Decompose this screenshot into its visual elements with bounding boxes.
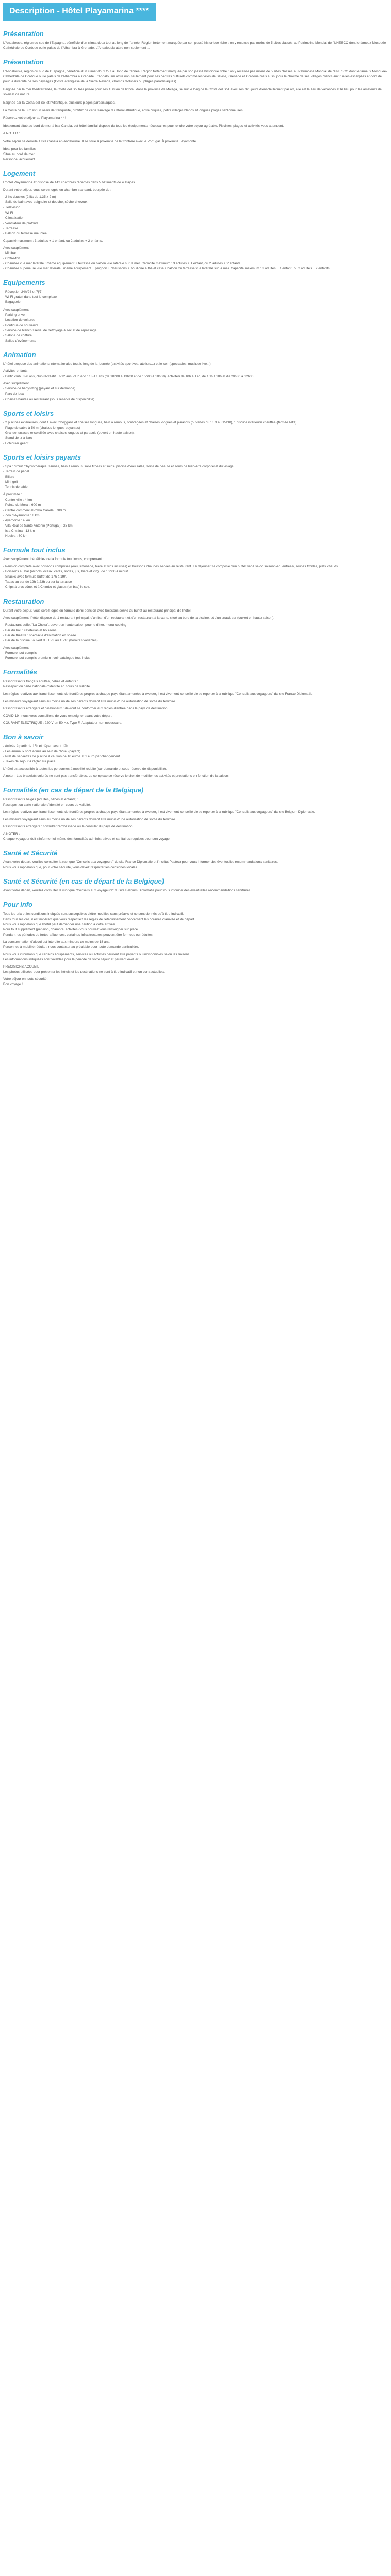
text-line: Avec supplément :	[3, 308, 31, 312]
text-line: - Salles d'événements	[3, 338, 36, 343]
description-banner: Description - Hôtel Playamarina ****	[3, 3, 156, 21]
paragraph: L'Andalousie, région du sud de l'Espagne, bénéficie d'un climat doux tout au long de l'année. Région fortement marquée par son passé historique riche : on y recense pas moins de 5 sites classés au Patrimoine Mondial de l'UNESCO dont le fameux Mosquée-Cathédrale de Cordoue ou le palais de l'Alhambra à Grenade. L'Andalousie attire non seulement ...	[3, 41, 387, 50]
text-line: A NOTER :	[3, 832, 20, 836]
formule-section	[3, 545, 388, 590]
sante-belgique-section	[3, 876, 388, 893]
text-line: - Restaurant buffet "La Choza", ouvert en haute saison pour le dîner, menu cooking	[3, 623, 127, 627]
text-line: - Les animaux sont admis au sein de l'hôtel (payant).	[3, 750, 82, 754]
sante-section	[3, 848, 388, 870]
pour-info-section	[3, 900, 388, 987]
text-line: - Terrain de padel	[3, 470, 29, 474]
paragraph: Baignée par la mer Méditerranée, la Costa del Sol très prisée pour ses 150 km de littoral, dans la province de Malaga, se suit le long de la Costa del Sol. Avec ses 325 jours d'ensoleillement par an, elle est le lieu de vacances et le lieu pour les amateurs de soleil et de nature.	[3, 88, 382, 97]
text-line: - Chambre supérieure vue mer latérale : même équipement + peignoir + chaussons + bouilloire à thé et café + balcon ou terrasse vue latérale sur la mer. Capacité maximum : 3 adultes + 1 enfant, ou 2 adultes + 2 enfants.	[3, 267, 331, 271]
text-line: Bon voyage !	[3, 982, 23, 987]
text-line: Ressortissants étrangers : consulter l'ambassade ou le consulat du pays de destination.	[3, 824, 134, 828]
text-line: - Centre commercial d'Isla Canela : 700 m	[3, 508, 66, 512]
text-line: - Vila Real de Santo Antonio (Portugal) : 23 km	[3, 523, 73, 528]
text-line: Capacité maximum : 3 adultes + 1 enfant, ou 2 adultes + 2 enfants.	[3, 239, 103, 243]
text-line: - Echiquier géant	[3, 441, 29, 445]
text-line: - Formule tout compris	[3, 651, 37, 655]
text-line: - 2 lits doubles (2 lits de 1.35 x 2 m)	[3, 195, 56, 199]
section-title: Santé et Sécurité	[3, 849, 58, 857]
text-line: - Minibar	[3, 251, 17, 255]
text-line: - Plage de sable à 50 m (chaises longues payantes)	[3, 426, 80, 430]
paragraph: Baignée par la Costa del Sol et l'Atlantique, plusieurs plages paradisiaques...	[3, 100, 118, 105]
section-title: Logement	[3, 170, 36, 178]
highlight-line: Idéal pour les familles	[3, 147, 36, 151]
text-line: Chaque voyageur doit s'informer lui-même des formalités administratives et sanitaires requises pour son voyage.	[3, 837, 171, 841]
text-line: Avec supplément, l'hôtel dispose de 1 restaurant principal, d'un bar, d'un restaurant et d'un restaurant à la carte, situé au bord de la piscine, et d'un snack-bar (ouvert en haute saison).	[3, 616, 275, 620]
text-line: - 2 piscines extérieures, dont 1 avec toboggans et chaises longues, bain à remous, ombragées et chaises longues et parasols (ouvertes du 15.3 au 15/10), 1 piscine intérieure chauffée (fermée l'été).	[3, 420, 298, 425]
text-line: Activités enfants	[3, 369, 28, 374]
text-line: - Pointe du Moral : 600 m	[3, 503, 41, 507]
text-line: - Deltic club : 3-6 ans, club récréatif : 7-12 ans, club ado : 13-17 ans (de 10h00 à 13h00 et de 15h00 à 18h00). Activités de 10h à 14h, de 16h à 18h et de 20h30 à 22h30.	[3, 375, 255, 379]
text-line: Nous vous rappelons que l'hôtel peut demander une caution à votre arrivée.	[3, 922, 116, 926]
text-line: La consommation d'alcool est interdite aux mineurs de moins de 18 ans.	[3, 940, 110, 944]
text-line: Avec supplément :	[3, 246, 31, 250]
section-title: Pour info	[3, 901, 33, 909]
intro-section	[3, 108, 388, 144]
text-line: Votre séjour en toute sécurité !	[3, 977, 49, 981]
text-line: - Pension complète avec boissons comprises (eau, limonade, bière et vins incluses) et boissons chaudes servies au restaurant. Le déjeuner se compose d'un buffet varié selon saisonnier : entrées, soupes froides, plats chauds...	[3, 565, 341, 569]
text-line: - Tennis de table	[3, 485, 28, 489]
text-line: - Chips à un/s cône, et à Chimbo et glaces (en bac) le soir.	[3, 585, 90, 589]
text-line: L'hôtel propose des animations internationales tout le long de la journée (activités sportives, ateliers...) et le soir (spectacles, musique live...).	[3, 362, 212, 366]
text-line: - Huelva : 60 km	[3, 534, 28, 538]
text-line: - Ventilateur de plafond	[3, 221, 38, 225]
text-line: COURANT ÉLECTRIQUE : 220 V en 50 Hz. Type F. Adaptateur non nécessaire.	[3, 721, 122, 725]
text-line: - Terrasse	[3, 226, 18, 230]
text-line: - Balcon ou terrasse meublée	[3, 231, 47, 235]
text-line: Ressortissants français adultes, bébés et enfants :	[3, 680, 78, 684]
text-line: - Bar de théâtre : spectacle d'animation en soirée.	[3, 633, 77, 637]
text-line: A noter : Les bracelets colorés ne sont pas transférables. Le complexe se réserve le droit de modifier les activités et prestations en fonction de la saison.	[3, 774, 230, 778]
text-line: Passeport ou carte nationale d'identité en cours de validité.	[3, 685, 91, 689]
text-line: - Service de babysitting (payant et sur demande)	[3, 387, 76, 391]
text-line: Les mineurs voyageant sans au moins un de ses parents doivent être munis d'une autorisation de sortie du territoire.	[3, 699, 176, 703]
text-line: PRÉCISIONS ACCUEIL	[3, 965, 39, 969]
text-line: Durant votre séjour, vous serez logés en chambre standard, équipée de :	[3, 188, 111, 192]
text-line: Pendant les périodes de fortes affluences, certaines infrastructures peuvent être fermées ou réduites.	[3, 933, 154, 937]
section-title: Bon à savoir	[3, 733, 44, 741]
text-line: Avant votre départ, veuillez consulter la rubrique "Conseils aux voyageurs" du site France Diplomatie et l'Institut Pasteur pour vous informer des éventuelles recommandations sanitaires.	[3, 860, 278, 865]
text-line: - Bar du hall : cafétérias et boissons	[3, 628, 57, 632]
text-line: - Bagagerie	[3, 300, 21, 304]
text-line: À proximité :	[3, 493, 22, 497]
text-line: - Isla Cristina : 13 km	[3, 529, 35, 533]
section-title: Présentation	[3, 58, 44, 66]
text-line: Ressortissants belges (adultes, bébés et enfants) :	[3, 798, 78, 802]
section-title: Santé et Sécurité (en cas de départ de la Belgique)	[3, 877, 165, 886]
section-title: Animation	[3, 350, 36, 359]
section-title: Equipements	[3, 279, 45, 287]
text-line: - Bar de la piscine : ouvert du 15/3 au 15/10 (horaires variables)	[3, 639, 98, 642]
paragraph: A NOTER :	[3, 131, 20, 135]
section-title: Formalités (en cas de départ de la Belgique)	[3, 786, 144, 794]
paragraph: L'Andalousie, région du sud de l'Espagne, bénéficie d'un climat doux tout au long de l'année. Région fortement marquée par son passé historique riche : on y recense pas moins de 5 sites classés au Patrimoine Mondial de l'UNESCO dont le fameux Mosquée-Cathédrale de Cordoue ou le palais de l'Alhambra à Grenade. L'Andalousie attire non seulement pour ses centres culturels comme les villes de Séville, Grenade et Cordoue mais aussi pour le charme de ses villages blancs aux ruelles escarpées et dont de pour la diversité de ses paysages (Costa ateniglese de la Sierra Nevada, champs d'oliviers ou plages paradisiaques).	[3, 70, 387, 84]
text-line: - Boissons au bar (alcools locaux, cafés, sodas, jus, bière et vin) : de 10h00 à minuit.	[3, 570, 129, 574]
text-line: - Parc de jeux	[3, 392, 24, 396]
text-line: L'hôtel Playamarina 4* dispose de 142 chambres réparties dans 5 bâtiments de 4 étages.	[3, 181, 136, 185]
text-line: - Prêt de serviettes de piscine à caution de 10 euros et 1 euro par changement.	[3, 755, 121, 759]
section-title: Présentation	[3, 29, 44, 38]
paragraph: La Costa de la Luz est un oasis de tranquillité, profitez de cette sauvage du littoral atlantique, entre criques, petits villages blancs et longues plages sablonneuses.	[3, 108, 244, 112]
animation-section	[3, 350, 388, 402]
text-line: - Zoo d'Ayamonte : 8 km	[3, 513, 40, 517]
text-line: Tous les prix et les conditions indiqués sont susceptibles d'être modifiés sans préavis et ne sont donnés qu'à titre indicatif.	[3, 912, 184, 916]
highlight-line: Personnel accueillant	[3, 158, 35, 162]
text-line: - Billard	[3, 475, 15, 479]
text-line: - Arrivée à partir de 15h et départ avant 12h.	[3, 744, 69, 748]
text-line: - Chaises hautes au restaurant (sous réserve de disponibilité)	[3, 397, 95, 401]
text-line: Pour tout supplément (pension, chambre, activités) vous pouvez vous renseigner sur place.	[3, 927, 139, 931]
text-line: Avant votre départ, veuillez consulter la rubrique "Conseils aux voyageurs" du site Belgium Diplomatie pour vous informer des éventuelles recommandations sanitaires.	[3, 889, 252, 893]
paragraph: Votre séjour se déroule à Isla Canela en Andalousie. Il se situe à proximité de la frontière avec le Portugal. À proximité : Ayamonte.	[3, 139, 198, 143]
text-line: - Wi-Fi	[3, 211, 13, 215]
text-line: - Chambre vue mer latérale : même équipement + terrasse ou balcon vue latérale sur la mer. Capacité maximum : 3 adultes + 1 enfant, ou 2 adultes + 2 enfants.	[3, 262, 241, 266]
text-line: Avec supplément :	[3, 646, 31, 650]
text-line: Durant votre séjour, vous serez logés en formule demi-pension avec boissons servie au buffet au restaurant principal de l'hôtel.	[3, 608, 192, 613]
text-line: - Climatisation	[3, 216, 25, 220]
text-line: - Centre ville : 4 km	[3, 498, 32, 502]
text-line: Avec supplément :	[3, 382, 31, 386]
text-line: - Ayamonte : 4 km	[3, 518, 30, 522]
formalites-belgique-section	[3, 785, 388, 842]
section-title: Formule tout inclus	[3, 546, 66, 554]
text-line: Les photos utilisées pour présenter les hôtels et les destinations ne sont à titre indicatif et non contractuelles.	[3, 970, 165, 974]
text-line: Les règles relatives aux franchissements de frontières propres à chaque pays étant amenées à évoluer, il est vivement conseillé de se reporter à la rubrique "Conseils aux voyageurs" du site France Diplomatie.	[3, 692, 314, 696]
text-line: - Taxes de séjour à régler sur place.	[3, 760, 57, 764]
text-line: - Service de blanchisserie, de nettoyage à sec et de repassage	[3, 328, 97, 332]
sports-section	[3, 409, 388, 446]
paragraph: Réservez votre séjour au Playamarina 4* !	[3, 116, 66, 120]
text-line: Avec supplément, bénéficiez de la formule tout inclus, comprenant :	[3, 557, 104, 562]
logement-section	[3, 168, 388, 272]
description-page	[0, 0, 391, 992]
text-line: Les informations indiquées sont valables pour la période de votre séjour et peuvent évoluer.	[3, 958, 139, 962]
text-line: - Snacks avec formule buffet de 17h à 19h.	[3, 575, 67, 579]
text-line: - Stand de tir à l'arc	[3, 436, 32, 440]
text-line: - Boutique de souvenirs	[3, 323, 39, 327]
text-line: Les mineurs voyageant sans au moins un de ses parents doivent être munis d'une autorisation de sortie du territoire.	[3, 817, 176, 821]
sports-payants-section	[3, 452, 388, 539]
text-line: - Grande terrasse ensoleillée avec chaises longues et parasols (ouvert en haute saison).	[3, 431, 135, 435]
restauration-section	[3, 597, 388, 662]
bon-a-savoir-section	[3, 732, 388, 779]
formalites-section	[3, 667, 388, 726]
text-line: L'hôtel est accessible à toutes les personnes à mobilité réduite (sur demande et sous réserve de disponibilité).	[3, 767, 167, 771]
section-title: Sports et loisirs	[3, 409, 54, 417]
presentation2-section	[3, 57, 388, 106]
presentation-section	[3, 29, 388, 51]
text-line: - Spa : circuit d'hydrothérapie, saunas, bain à remous, salle fitness et soins, piscine d'eau salée, soins de beauté et soins de bien-être corporel et du visage.	[3, 465, 235, 469]
text-line: Nous vous informons que certains équipements, services ou activités peuvent être payants ou indisponibles selon les saisons.	[3, 952, 191, 956]
highlight-line: Situé au bord de mer	[3, 152, 35, 156]
text-line: - Mini-golf	[3, 480, 18, 484]
text-line: Ressortissants étrangers et binationaux : devront se conformer aux règles d'entrée dans le pays de destination.	[3, 706, 169, 710]
text-line: - Wi-Fi gratuit dans tout le complexe	[3, 295, 57, 299]
text-line: Nous vous rappelons que, pour votre sécurité, vous devez respecter les consignes locales.	[3, 866, 138, 870]
text-line: Dans tous les cas, il est impératif que vous respectiez les règles de l'établissement concernant les horaires d'arrivée et de départ.	[3, 917, 196, 921]
section-title: Sports et loisirs payants	[3, 453, 81, 462]
section-title: Restauration	[3, 597, 44, 605]
text-line: Passeport ou carte nationale d'identité en cours de validité.	[3, 803, 91, 807]
highlights-section	[3, 147, 388, 162]
text-line: - Télévision	[3, 206, 21, 210]
paragraph: Idéalement situé au bord de mer à Isla Canela, cet hôtel familial dispose de tous les équipements nécessaires pour rendre votre séjour agréable. Piscines, plages et activités vous attendent.	[3, 124, 284, 128]
text-line: COVID-19 : nous vous conseillons de vous renseigner avant votre départ.	[3, 714, 113, 718]
text-line: - Réception 24h/24 et 7j/7	[3, 290, 42, 294]
text-line: Personnes à mobilité réduite : nous contacter au préalable pour toute demande particulière.	[3, 945, 139, 949]
text-line: - Tapas au bar de 12h à 23h ou sur la terrasse	[3, 580, 72, 584]
equipements-section	[3, 278, 388, 344]
text-line: - Location de voitures	[3, 318, 36, 322]
section-title: Formalités	[3, 668, 37, 676]
text-line: - Parking privé	[3, 313, 25, 317]
text-line: Les règles relatives aux franchissements de frontières propres à chaque pays étant amenées à évoluer, il est vivement conseillé de se reporter à la rubrique "Conseils aux voyageurs" du site Belgium Diplomatie.	[3, 810, 315, 814]
text-line: - Formule tout compris premium : voir catalogue tout inclus	[3, 656, 91, 660]
text-line: - Salle de bain avec baignoire et douche, sèche-cheveux	[3, 200, 88, 205]
text-line: - Salons de coiffure	[3, 333, 32, 337]
text-line: - Coffre-fort	[3, 257, 21, 261]
